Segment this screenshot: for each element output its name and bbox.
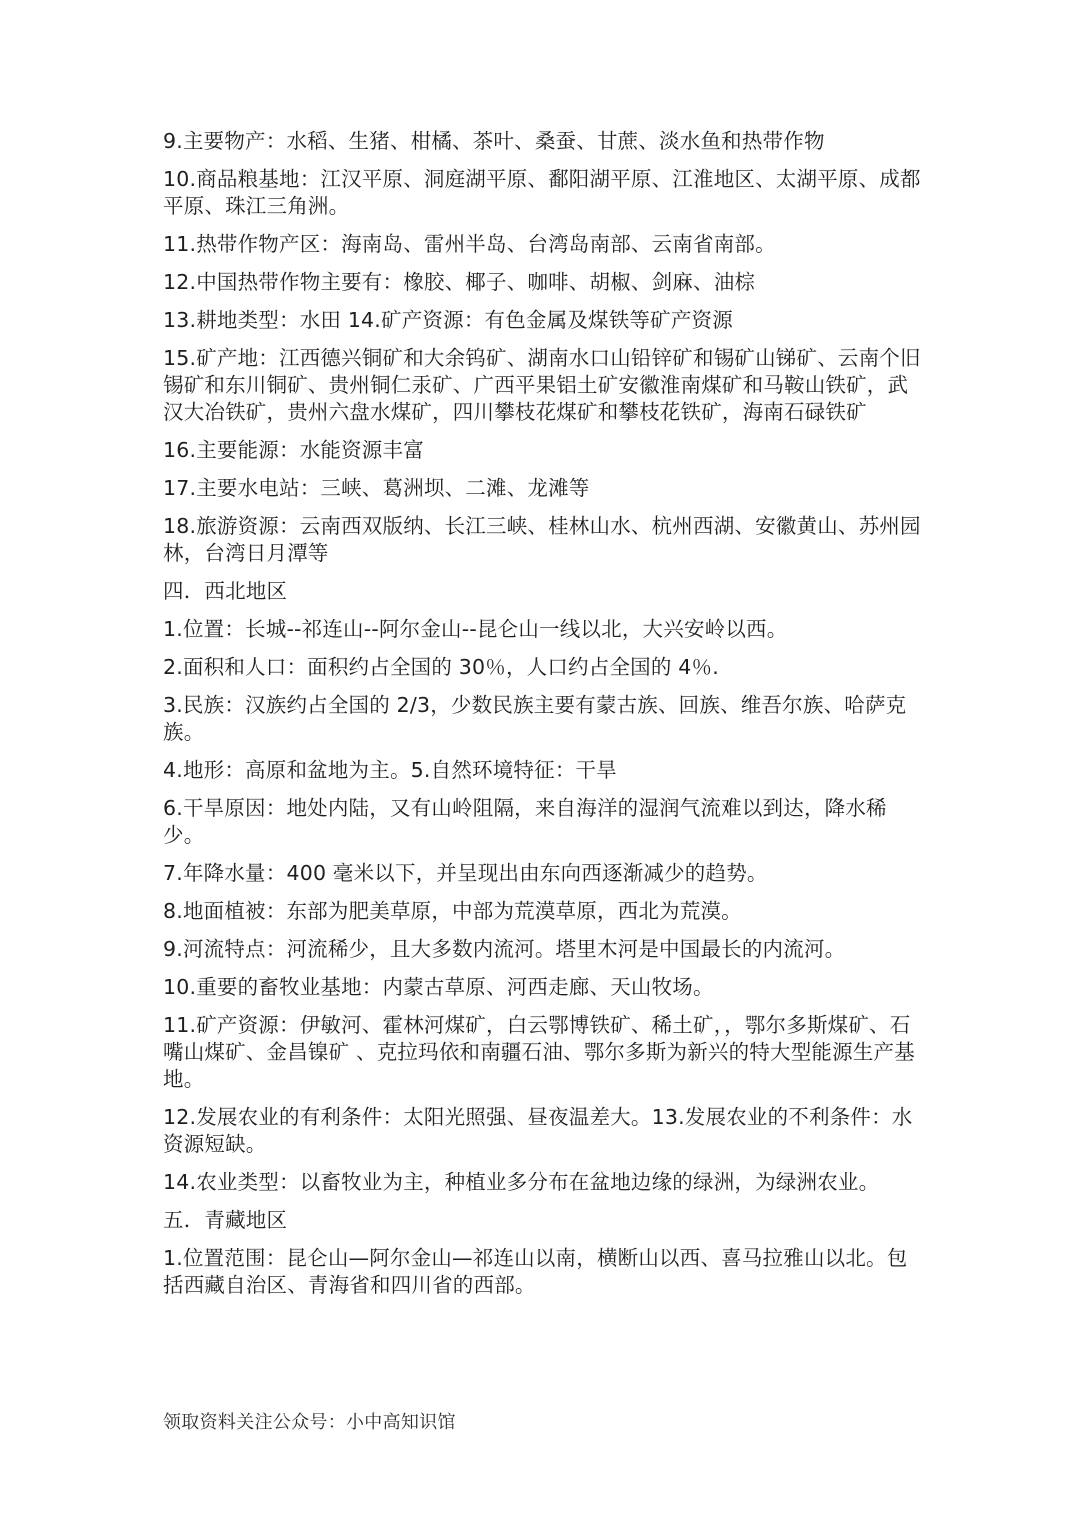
paragraph: 14.农业类型：以畜牧业为主，种植业多分布在盆地边缘的绿洲，为绿洲农业。 (163, 1170, 880, 1194)
section-heading-northwest: 四．西北地区 (163, 579, 288, 603)
paragraph: 1.位置：长城--祁连山--阿尔金山--昆仑山一线以北，大兴安岭以西。 (163, 617, 788, 641)
paragraph: 6.干旱原因：地处内陆，又有山岭阻隔，来自海洋的湿润气流难以到达，降水稀少。 (163, 796, 887, 847)
paragraph: 3.民族：汉族约占全国的 2/3，少数民族主要有蒙古族、回族、维吾尔族、哈萨克族。 (163, 693, 907, 744)
footer-note: 领取资料关注公众号：小中高知识馆 (163, 1412, 456, 1433)
paragraph: 9.主要物产：水稻、生猪、柑橘、茶叶、桑蚕、甘蔗、淡水鱼和热带作物 (163, 129, 825, 153)
paragraph: 11.矿产资源：伊敏河、霍林河煤矿，白云鄂博铁矿、稀土矿，，鄂尔多斯煤矿、石嘴山煤矿、金昌镍矿 、克拉玛依和南疆石油、鄂尔多斯为新兴的特大型能源生产基地。 (163, 1013, 915, 1091)
paragraph: 10.商品粮基地：江汉平原、洞庭湖平原、鄱阳湖平原、江淮地区、太湖平原、成都平原、珠江三角洲。 (163, 167, 921, 218)
paragraph: 1.位置范围：昆仑山—阿尔金山—祁连山以南，横断山以西、喜马拉雅山以北。包括西藏自治区、青海省和四川省的西部。 (163, 1246, 908, 1297)
paragraph: 16.主要能源：水能资源丰富 (163, 438, 424, 462)
paragraph: 7.年降水量：400 毫米以下，并呈现出由东向西逐渐减少的趋势。 (163, 861, 768, 885)
paragraph: 9.河流特点：河流稀少，且大多数内流河。塔里木河是中国最长的内流河。 (163, 937, 846, 961)
paragraph: 10.重要的畜牧业基地：内蒙古草原、河西走廊、天山牧场。 (163, 975, 714, 999)
paragraph: 8.地面植被：东部为肥美草原，中部为荒漠草原，西北为荒漠。 (163, 899, 742, 923)
paragraph: 17.主要水电站：三峡、葛洲坝、二滩、龙滩等 (163, 476, 590, 500)
paragraph: 15.矿产地：江西德兴铜矿和大余钨矿、湖南水口山铅锌矿和锡矿山锑矿、云南个旧锡矿和东川铜矿、贵州铜仁汞矿、广西平果铝土矿安徽淮南煤矿和马鞍山铁矿，武汉大冶铁矿，贵州六盘水煤矿，四川攀枝花煤矿和攀枝花铁矿，海南石碌铁矿 (163, 346, 921, 424)
paragraph: 4.地形：高原和盆地为主。5.自然环境特征：干旱 (163, 758, 617, 782)
paragraph: 2.面积和人口：面积约占全国的 30％，人口约占全国的 4％. (163, 655, 719, 679)
paragraph: 13.耕地类型：水田 14.矿产资源：有色金属及煤铁等矿产资源 (163, 308, 733, 332)
paragraph: 11.热带作物产区：海南岛、雷州半岛、台湾岛南部、云南省南部。 (163, 232, 776, 256)
section-heading-qinghai-tibet: 五．青藏地区 (163, 1208, 288, 1232)
paragraph: 18.旅游资源：云南西双版纳、长江三峡、桂林山水、杭州西湖、安徽黄山、苏州园林，台湾日月潭等 (163, 514, 921, 565)
paragraph: 12.中国热带作物主要有：橡胶、椰子、咖啡、胡椒、剑麻、油棕 (163, 270, 756, 294)
paragraph: 12.发展农业的有利条件：太阳光照强、昼夜温差大。13.发展农业的不利条件：水资源短缺。 (163, 1105, 913, 1156)
document-body (163, 128, 923, 1310)
